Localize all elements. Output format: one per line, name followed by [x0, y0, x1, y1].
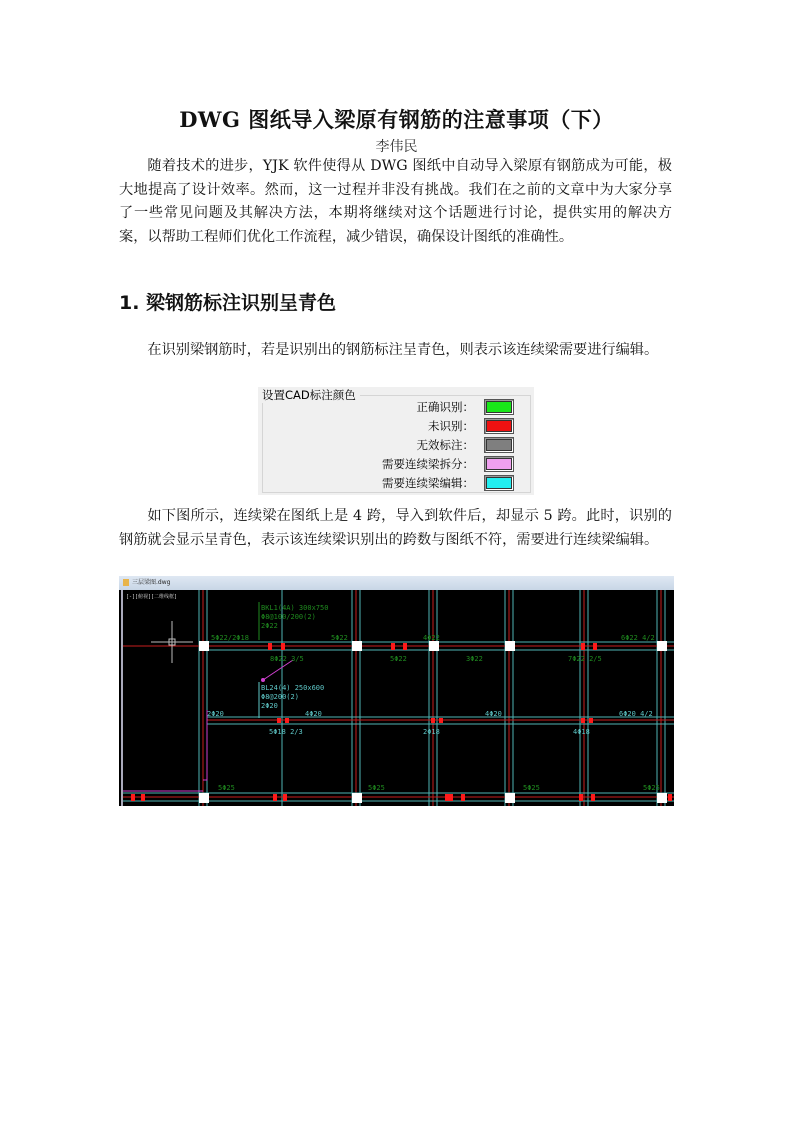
cad-file-name: 三层梁图.dwg [132, 579, 171, 586]
view-label: [-][俯视][二维线框] [126, 594, 178, 600]
color-swatch-button[interactable] [484, 475, 514, 491]
author: 李伟民 [375, 139, 418, 155]
svg-text:5Φ18 2/3: 5Φ18 2/3 [269, 728, 303, 736]
file-icon [123, 579, 129, 586]
color-row-unrecognized [428, 417, 514, 435]
svg-text:BKL1(4A) 300x750: BKL1(4A) 300x750 [261, 604, 329, 612]
color-row-label: 无效标注： [416, 438, 474, 452]
color-row-label: 需要连续梁编辑： [382, 476, 474, 490]
color-swatch-button[interactable] [484, 437, 514, 453]
svg-text:8Φ22 3/5: 8Φ22 3/5 [270, 655, 304, 663]
svg-text:2Φ20: 2Φ20 [261, 702, 278, 710]
svg-text:Φ8@100/200(2): Φ8@100/200(2) [261, 613, 316, 621]
svg-text:Φ8@200(2): Φ8@200(2) [261, 693, 299, 701]
svg-text:5Φ25: 5Φ25 [643, 784, 660, 792]
color-row-correct [417, 398, 515, 416]
color-row-label: 未识别： [428, 419, 474, 433]
svg-text:5Φ22: 5Φ22 [390, 655, 407, 663]
color-row-label: 正确识别： [416, 400, 474, 414]
cad-color-settings-panel [258, 387, 534, 495]
svg-text:4Φ22: 4Φ22 [423, 634, 440, 642]
svg-text:BL24(4) 250x600: BL24(4) 250x600 [261, 684, 325, 692]
color-swatch-button[interactable] [484, 456, 514, 472]
cad-titlebar [119, 576, 674, 590]
svg-text:2Φ18: 2Φ18 [423, 728, 440, 736]
svg-text:2Φ20: 2Φ20 [207, 710, 224, 718]
section-paragraph-2: 如下图所示，连续梁在图纸上是 4 跨，导入到软件后，却显示 5 跨。此时，识别的钢筋就会显示呈青色，表示该连续梁识别出的跨数与图纸不符，需要进行连续梁编辑。 [119, 508, 672, 548]
svg-text:6Φ20 4/2: 6Φ20 4/2 [619, 710, 653, 718]
color-row-split [382, 455, 514, 473]
svg-text:6Φ22 4/2: 6Φ22 4/2 [621, 634, 655, 642]
svg-text:7Φ22 2/5: 7Φ22 2/5 [568, 655, 602, 663]
svg-text:5Φ22: 5Φ22 [331, 634, 348, 642]
color-row-edit [382, 474, 514, 492]
color-row-invalid [417, 436, 515, 454]
svg-text:5Φ25: 5Φ25 [218, 784, 235, 792]
section-paragraph-1: 在识别梁钢筋时，若是识别出的钢筋标注呈青色，则表示该连续梁需要进行编辑。 [147, 342, 659, 358]
cad-viewport [121, 590, 674, 806]
svg-text:5Φ25: 5Φ25 [523, 784, 540, 792]
svg-text:4Φ18: 4Φ18 [573, 728, 590, 736]
svg-text:2Φ22: 2Φ22 [261, 622, 278, 630]
intro-paragraph: 随着技术的进步，YJK 软件使得从 DWG 图纸中自动导入梁原有钢筋成为可能，极大地提高了设计效率。然而，这一过程并非没有挑战。我们在之前的文章中为大家分享了一些常见问题及其解决方法，本期将继续对这个话题进行讨论，提供实用的解决方案，以帮助工程师们优化工作流程，减少错误，确保设计图纸的准确性。 [119, 158, 672, 245]
svg-text:4Φ20: 4Φ20 [305, 710, 322, 718]
cad-screenshot [119, 576, 674, 806]
cad-drawing [123, 590, 674, 806]
svg-text:5Φ25: 5Φ25 [368, 784, 385, 792]
svg-text:5Φ22/2Φ18: 5Φ22/2Φ18 [211, 634, 249, 642]
color-swatch-button[interactable] [484, 418, 514, 434]
section-heading: 1. 梁钢筋标注识别呈青色 [119, 292, 337, 314]
document-title: DWG 图纸导入梁原有钢筋的注意事项（下） [179, 107, 614, 132]
svg-text:4Φ20: 4Φ20 [485, 710, 502, 718]
svg-text:3Φ22: 3Φ22 [466, 655, 483, 663]
color-row-label: 需要连续梁拆分： [382, 457, 474, 471]
color-swatch-button[interactable] [484, 399, 514, 415]
groupbox-legend: 设置CAD标注颜色 [262, 387, 360, 403]
